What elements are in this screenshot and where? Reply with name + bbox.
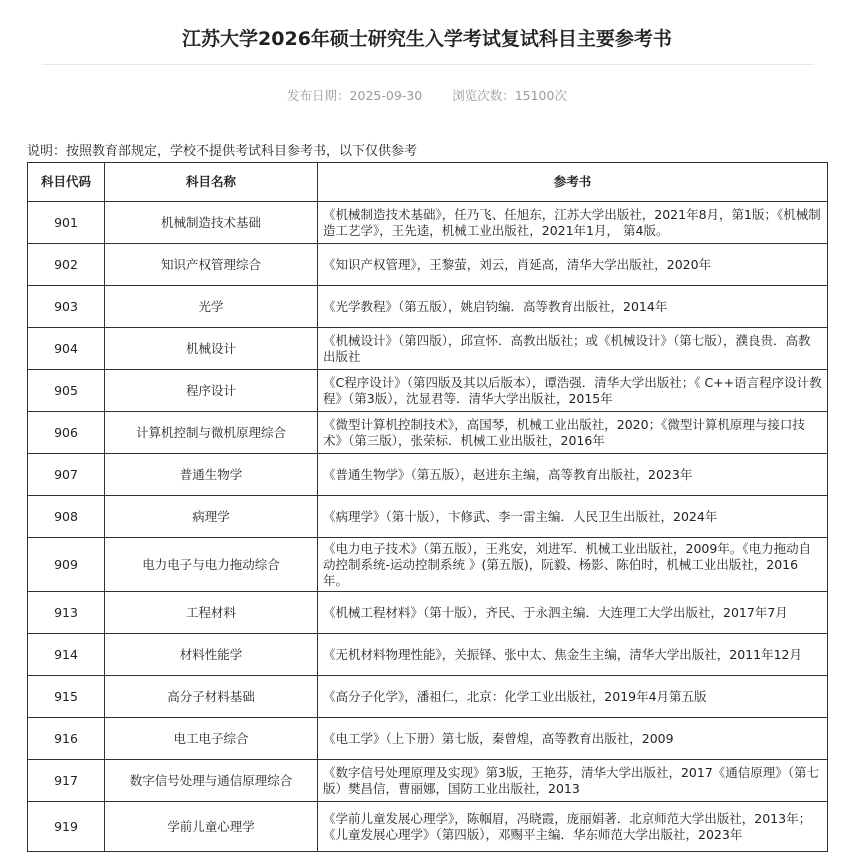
subject-code: 913 bbox=[28, 592, 105, 634]
header-subject-name: 科目名称 bbox=[105, 163, 318, 202]
table-row bbox=[28, 412, 828, 454]
reference-books: 《普通生物学》（第五版），赵进东主编，高等教育出版社，2023年 bbox=[318, 454, 828, 496]
article-meta bbox=[0, 86, 854, 106]
reference-books: 《电力电子技术》（第五版），王兆安，刘进军．机械工业出版社，2009年。《电力拖动自动控制系统-运动控制系统 》(第五版)，阮毅、杨影、陈伯时，机械工业出版社，2016年。 bbox=[318, 538, 828, 592]
subject-code: 915 bbox=[28, 676, 105, 718]
view-count: 浏览次数：15100次 bbox=[452, 88, 567, 103]
reference-books: 《数字信号处理原理及实现》第3版，王艳芬，清华大学出版社，2017《通信原理》（第七版）樊昌信，曹丽娜，国防工业出版社，2013 bbox=[318, 760, 828, 802]
reference-books: 《无机材料物理性能》，关振铎、张中太、焦金生主编，清华大学出版社，2011年12月 bbox=[318, 634, 828, 676]
subject-name: 机械制造技术基础 bbox=[105, 202, 318, 244]
subject-code: 902 bbox=[28, 244, 105, 286]
reference-books: 《学前儿童发展心理学》，陈帼眉，冯晓霞，庞丽娟著．北京师范大学出版社，2013年；《儿童发展心理学》（第四版），邓赐平主编．华东师范大学出版社，2023年 bbox=[318, 802, 828, 852]
reference-books: 《电工学》（上下册）第七版，秦曾煌，高等教育出版社，2009 bbox=[318, 718, 828, 760]
subject-name: 普通生物学 bbox=[105, 454, 318, 496]
table-row bbox=[28, 676, 828, 718]
subject-code: 906 bbox=[28, 412, 105, 454]
table-row bbox=[28, 802, 828, 852]
table-row bbox=[28, 454, 828, 496]
subject-code: 916 bbox=[28, 718, 105, 760]
reference-book-table bbox=[27, 162, 828, 852]
subject-code: 908 bbox=[28, 496, 105, 538]
table-row bbox=[28, 592, 828, 634]
subject-code: 907 bbox=[28, 454, 105, 496]
header-subject-code: 科目代码 bbox=[28, 163, 105, 202]
publish-date: 发布日期：2025-09-30 bbox=[287, 88, 423, 103]
subject-code: 909 bbox=[28, 538, 105, 592]
subject-name: 计算机控制与微机原理综合 bbox=[105, 412, 318, 454]
reference-books: 《C程序设计》（第四版及其以后版本），谭浩强．清华大学出版社；《 C++语言程序设计教程》（第3版），沈显君等．清华大学出版社，2015年 bbox=[318, 370, 828, 412]
reference-books: 《知识产权管理》，王黎萤，刘云，肖延高，清华大学出版社，2020年 bbox=[318, 244, 828, 286]
subject-code: 914 bbox=[28, 634, 105, 676]
reference-books: 《高分子化学》，潘祖仁，北京：化学工业出版社，2019年4月第五版 bbox=[318, 676, 828, 718]
table-row bbox=[28, 202, 828, 244]
subject-name: 光学 bbox=[105, 286, 318, 328]
table-row bbox=[28, 718, 828, 760]
reference-books: 《病理学》（第十版），卞修武、李一雷主编．人民卫生出版社，2024年 bbox=[318, 496, 828, 538]
subject-name: 数字信号处理与通信原理综合 bbox=[105, 760, 318, 802]
subject-name: 电力电子与电力拖动综合 bbox=[105, 538, 318, 592]
subject-code: 919 bbox=[28, 802, 105, 852]
subject-code: 901 bbox=[28, 202, 105, 244]
subject-code: 917 bbox=[28, 760, 105, 802]
table-row bbox=[28, 244, 828, 286]
table-header-row bbox=[28, 163, 828, 202]
header-reference-books: 参考书 bbox=[318, 163, 828, 202]
subject-name: 工程材料 bbox=[105, 592, 318, 634]
reference-books: 《机械设计》（第四版），邱宣怀．高教出版社；或《机械设计》（第七版），濮良贵．高教出版社 bbox=[318, 328, 828, 370]
table-row bbox=[28, 286, 828, 328]
table-row bbox=[28, 496, 828, 538]
subject-code: 905 bbox=[28, 370, 105, 412]
subject-name: 高分子材料基础 bbox=[105, 676, 318, 718]
table-row bbox=[28, 760, 828, 802]
subject-name: 知识产权管理综合 bbox=[105, 244, 318, 286]
subject-name: 机械设计 bbox=[105, 328, 318, 370]
subject-code: 904 bbox=[28, 328, 105, 370]
page-title: 江苏大学2026年硕士研究生入学考试复试科目主要参考书 bbox=[182, 28, 672, 50]
reference-books: 《机械工程材料》（第十版），齐民、于永泗主编．大连理工大学出版社，2017年7月 bbox=[318, 592, 828, 634]
disclaimer-note: 说明：按照教育部规定，学校不提供考试科目参考书，以下仅供参考 bbox=[27, 144, 418, 159]
table-row bbox=[28, 370, 828, 412]
subject-name: 电工电子综合 bbox=[105, 718, 318, 760]
subject-name: 学前儿童心理学 bbox=[105, 802, 318, 852]
table-row bbox=[28, 538, 828, 592]
table-row bbox=[28, 328, 828, 370]
subject-name: 程序设计 bbox=[105, 370, 318, 412]
reference-books: 《机械制造技术基础》，任乃飞、任旭东，江苏大学出版社，2021年8月，第1版；《机械制造工艺学》，王先逵，机械工业出版社，2021年1月， 第4版。 bbox=[318, 202, 828, 244]
subject-name: 病理学 bbox=[105, 496, 318, 538]
reference-books: 《微型计算机控制技术》，高国琴，机械工业出版社，2020；《微型计算机原理与接口技术》（第三版），张荣标．机械工业出版社，2016年 bbox=[318, 412, 828, 454]
subject-code: 903 bbox=[28, 286, 105, 328]
table-row bbox=[28, 634, 828, 676]
reference-books: 《光学教程》（第五版），姚启钧编．高等教育出版社，2014年 bbox=[318, 286, 828, 328]
subject-name: 材料性能学 bbox=[105, 634, 318, 676]
title-divider bbox=[42, 64, 814, 65]
